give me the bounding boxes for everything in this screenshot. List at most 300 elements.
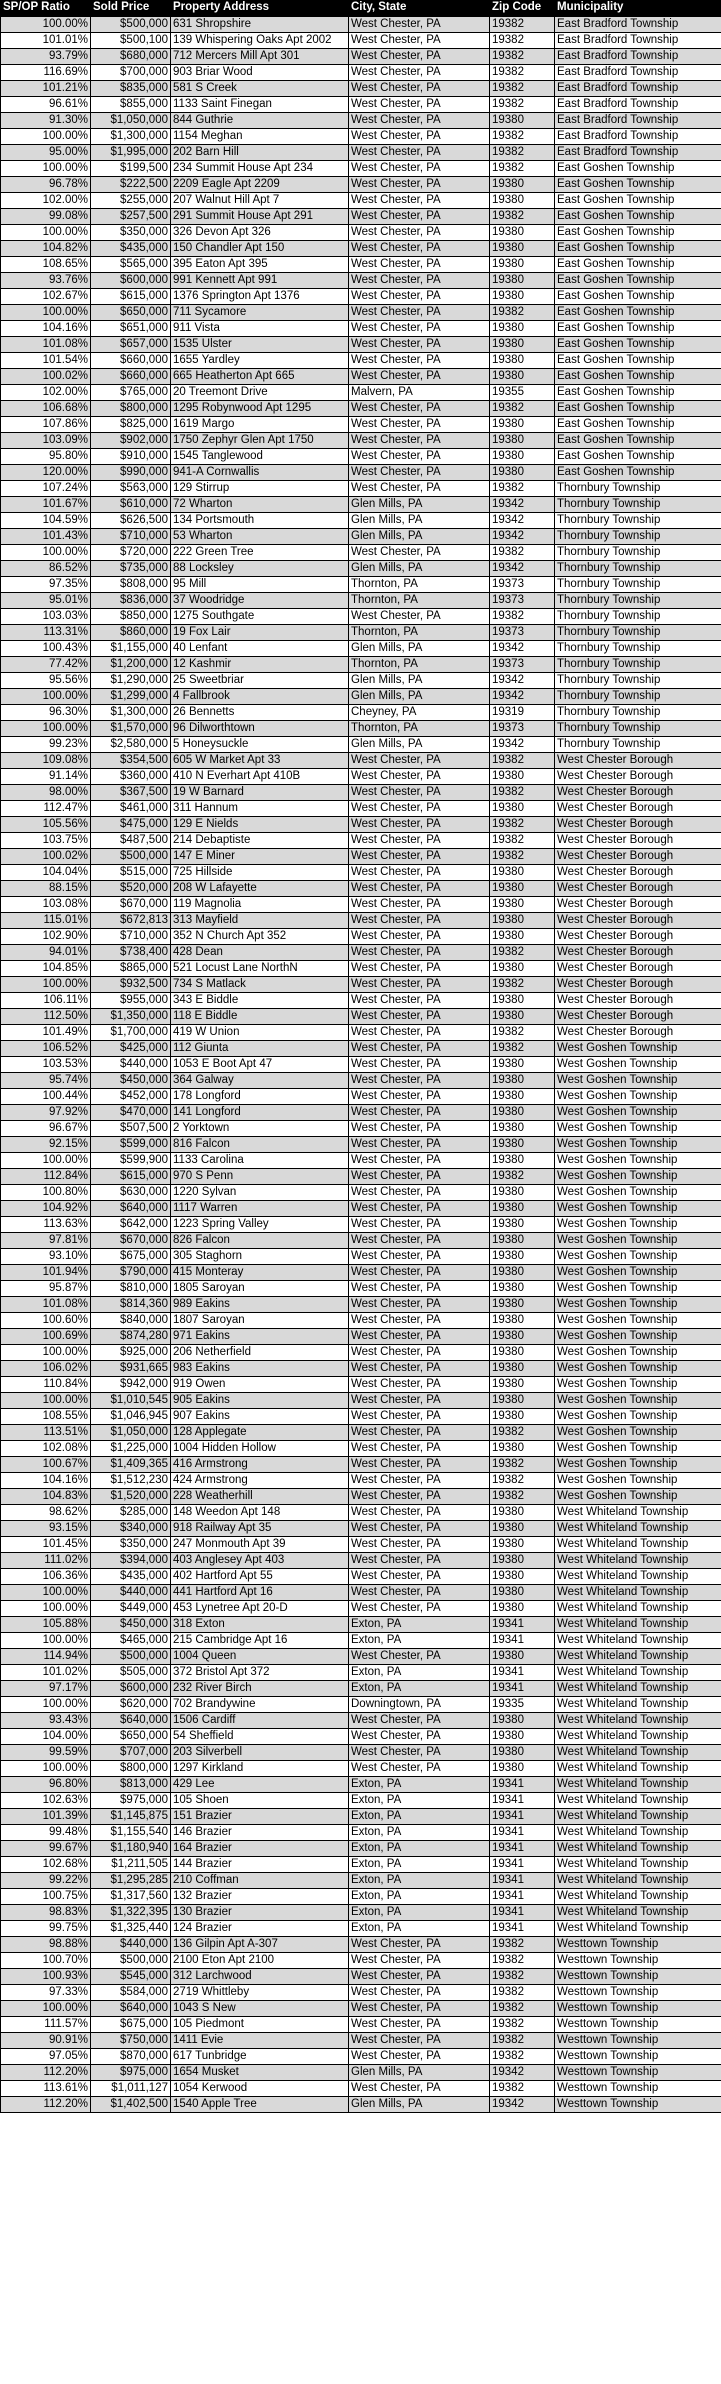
ratio-cell: 98.83% (1, 1904, 91, 1920)
city-state-cell: West Chester, PA (349, 96, 490, 112)
table-row (1, 560, 721, 576)
address-cell: 96 Dilworthtown (171, 720, 349, 736)
address-cell: 1655 Yardley (171, 352, 349, 368)
address-cell: 178 Longford (171, 1088, 349, 1104)
zip-cell: 19380 (490, 864, 555, 880)
address-cell: 247 Monmouth Apt 39 (171, 1536, 349, 1552)
address-cell: 712 Mercers Mill Apt 301 (171, 48, 349, 64)
zip-cell: 19342 (490, 2096, 555, 2112)
zip-cell: 19380 (490, 1648, 555, 1664)
ratio-cell: 104.16% (1, 1472, 91, 1488)
address-cell: 1004 Hidden Hollow (171, 1440, 349, 1456)
city-state-cell: Glen Mills, PA (349, 2064, 490, 2080)
sold-price-cell: $1,325,440 (91, 1920, 171, 1936)
zip-cell: 19382 (490, 1424, 555, 1440)
zip-cell: 19380 (490, 896, 555, 912)
address-cell: 1506 Cardiff (171, 1712, 349, 1728)
city-state-cell: West Chester, PA (349, 2000, 490, 2016)
address-cell: 907 Eakins (171, 1408, 349, 1424)
ratio-cell: 109.08% (1, 752, 91, 768)
zip-cell: 19380 (490, 992, 555, 1008)
city-state-cell: West Chester, PA (349, 1312, 490, 1328)
municipality-cell: East Bradford Township (555, 112, 721, 128)
sold-price-cell: $975,000 (91, 2064, 171, 2080)
sold-price-cell: $507,500 (91, 1120, 171, 1136)
sold-price-cell: $710,000 (91, 528, 171, 544)
address-cell: 2209 Eagle Apt 2209 (171, 176, 349, 192)
city-state-cell: West Chester, PA (349, 1024, 490, 1040)
city-state-cell: West Chester, PA (349, 1056, 490, 1072)
address-cell: 1043 S New (171, 2000, 349, 2016)
table-row (1, 1296, 721, 1312)
ratio-cell: 104.83% (1, 1488, 91, 1504)
zip-cell: 19342 (490, 2064, 555, 2080)
table-row (1, 192, 721, 208)
ratio-cell: 101.67% (1, 496, 91, 512)
municipality-cell: West Chester Borough (555, 784, 721, 800)
zip-cell: 19341 (490, 1824, 555, 1840)
sold-price-cell: $1,299,000 (91, 688, 171, 704)
header-ratio: SP/OP Ratio (1, 0, 91, 16)
table-row (1, 1520, 721, 1536)
table-row (1, 480, 721, 496)
ratio-cell: 108.65% (1, 256, 91, 272)
zip-cell: 19380 (490, 112, 555, 128)
city-state-cell: West Chester, PA (349, 464, 490, 480)
zip-cell: 19382 (490, 832, 555, 848)
municipality-cell: East Goshen Township (555, 384, 721, 400)
address-cell: 130 Brazier (171, 1904, 349, 1920)
sold-price-cell: $285,000 (91, 1504, 171, 1520)
sold-price-cell: $565,000 (91, 256, 171, 272)
city-state-cell: West Chester, PA (349, 1728, 490, 1744)
sold-price-cell: $449,000 (91, 1600, 171, 1616)
table-row (1, 704, 721, 720)
municipality-cell: Westtown Township (555, 1968, 721, 1984)
municipality-cell: East Goshen Township (555, 368, 721, 384)
city-state-cell: West Chester, PA (349, 1344, 490, 1360)
city-state-cell: West Chester, PA (349, 2048, 490, 2064)
sold-price-cell: $1,225,000 (91, 1440, 171, 1456)
city-state-cell: West Chester, PA (349, 1472, 490, 1488)
address-cell: 1054 Kerwood (171, 2080, 349, 2096)
zip-cell: 19341 (490, 1664, 555, 1680)
zip-cell: 19380 (490, 1328, 555, 1344)
municipality-cell: West Whiteland Township (555, 1504, 721, 1520)
table-row (1, 544, 721, 560)
city-state-cell: West Chester, PA (349, 1504, 490, 1520)
sold-price-cell: $675,000 (91, 1248, 171, 1264)
ratio-cell: 115.01% (1, 912, 91, 928)
zip-cell: 19382 (490, 1936, 555, 1952)
table-row (1, 112, 721, 128)
table-row (1, 960, 721, 976)
ratio-cell: 99.22% (1, 1872, 91, 1888)
ratio-cell: 102.08% (1, 1440, 91, 1456)
header-municipality: Municipality (555, 0, 721, 16)
sold-price-cell: $1,211,505 (91, 1856, 171, 1872)
sold-price-cell: $735,000 (91, 560, 171, 576)
sold-price-cell: $1,512,230 (91, 1472, 171, 1488)
ratio-cell: 100.00% (1, 2000, 91, 2016)
sold-price-cell: $710,000 (91, 928, 171, 944)
table-row (1, 368, 721, 384)
municipality-cell: East Goshen Township (555, 336, 721, 352)
municipality-cell: West Goshen Township (555, 1136, 721, 1152)
address-cell: 1133 Carolina (171, 1152, 349, 1168)
city-state-cell: Exton, PA (349, 1776, 490, 1792)
zip-cell: 19382 (490, 480, 555, 496)
ratio-cell: 100.00% (1, 976, 91, 992)
zip-cell: 19341 (490, 1776, 555, 1792)
municipality-cell: East Goshen Township (555, 448, 721, 464)
municipality-cell: West Whiteland Township (555, 1712, 721, 1728)
address-cell: 911 Vista (171, 320, 349, 336)
header-city-state: City, State (349, 0, 490, 16)
city-state-cell: West Chester, PA (349, 416, 490, 432)
sold-price-cell: $651,000 (91, 320, 171, 336)
ratio-cell: 101.21% (1, 80, 91, 96)
zip-cell: 19380 (490, 1712, 555, 1728)
zip-cell: 19380 (490, 768, 555, 784)
ratio-cell: 107.86% (1, 416, 91, 432)
sold-price-cell: $910,000 (91, 448, 171, 464)
ratio-cell: 100.00% (1, 1344, 91, 1360)
ratio-cell: 112.84% (1, 1168, 91, 1184)
municipality-cell: West Goshen Township (555, 1072, 721, 1088)
zip-cell: 19380 (490, 1536, 555, 1552)
zip-cell: 19380 (490, 416, 555, 432)
municipality-cell: Westtown Township (555, 1952, 721, 1968)
sold-price-cell: $1,290,000 (91, 672, 171, 688)
sold-price-cell: $814,360 (91, 1296, 171, 1312)
ratio-cell: 101.08% (1, 336, 91, 352)
city-state-cell: Exton, PA (349, 1824, 490, 1840)
city-state-cell: West Chester, PA (349, 1120, 490, 1136)
zip-cell: 19380 (490, 352, 555, 368)
address-cell: 232 River Birch (171, 1680, 349, 1696)
municipality-cell: West Goshen Township (555, 1248, 721, 1264)
city-state-cell: Glen Mills, PA (349, 672, 490, 688)
sold-price-cell: $461,000 (91, 800, 171, 816)
municipality-cell: West Whiteland Township (555, 1552, 721, 1568)
ratio-cell: 99.48% (1, 1824, 91, 1840)
zip-cell: 19373 (490, 720, 555, 736)
table-row (1, 944, 721, 960)
address-cell: 20 Treemont Drive (171, 384, 349, 400)
table-row (1, 1648, 721, 1664)
municipality-cell: West Goshen Township (555, 1120, 721, 1136)
sold-price-cell: $1,317,560 (91, 1888, 171, 1904)
municipality-cell: West Whiteland Township (555, 1632, 721, 1648)
municipality-cell: Westtown Township (555, 1936, 721, 1952)
municipality-cell: West Goshen Township (555, 1456, 721, 1472)
zip-cell: 19382 (490, 208, 555, 224)
municipality-cell: Thornbury Township (555, 480, 721, 496)
municipality-cell: West Chester Borough (555, 928, 721, 944)
table-row (1, 256, 721, 272)
zip-cell: 19382 (490, 400, 555, 416)
address-cell: 105 Piedmont (171, 2016, 349, 2032)
ratio-cell: 101.39% (1, 1808, 91, 1824)
zip-cell: 19341 (490, 1840, 555, 1856)
zip-cell: 19382 (490, 784, 555, 800)
city-state-cell: West Chester, PA (349, 784, 490, 800)
table-row (1, 1072, 721, 1088)
zip-cell: 19382 (490, 2000, 555, 2016)
address-cell: 1540 Apple Tree (171, 2096, 349, 2112)
address-cell: 148 Weedon Apt 148 (171, 1504, 349, 1520)
city-state-cell: Exton, PA (349, 1616, 490, 1632)
zip-cell: 19380 (490, 1312, 555, 1328)
table-row (1, 1984, 721, 2000)
ratio-cell: 100.00% (1, 544, 91, 560)
municipality-cell: West Chester Borough (555, 832, 721, 848)
municipality-cell: West Whiteland Township (555, 1520, 721, 1536)
municipality-cell: West Goshen Township (555, 1232, 721, 1248)
table-row (1, 80, 721, 96)
ratio-cell: 103.09% (1, 432, 91, 448)
address-cell: 215 Cambridge Apt 16 (171, 1632, 349, 1648)
zip-cell: 19380 (490, 1088, 555, 1104)
address-cell: 164 Brazier (171, 1840, 349, 1856)
ratio-cell: 99.23% (1, 736, 91, 752)
table-row (1, 1472, 721, 1488)
address-cell: 826 Falcon (171, 1232, 349, 1248)
city-state-cell: West Chester, PA (349, 432, 490, 448)
sold-price-cell: $1,700,000 (91, 1024, 171, 1040)
municipality-cell: East Bradford Township (555, 16, 721, 32)
zip-cell: 19341 (490, 1632, 555, 1648)
table-row (1, 1664, 721, 1680)
table-row (1, 416, 721, 432)
city-state-cell: West Chester, PA (349, 1584, 490, 1600)
municipality-cell: Thornbury Township (555, 496, 721, 512)
municipality-cell: West Whiteland Township (555, 1888, 721, 1904)
table-row (1, 2064, 721, 2080)
city-state-cell: Exton, PA (349, 1632, 490, 1648)
municipality-cell: West Goshen Township (555, 1408, 721, 1424)
sold-price-cell: $600,000 (91, 1680, 171, 1696)
address-cell: 419 W Union (171, 1024, 349, 1040)
city-state-cell: Exton, PA (349, 1872, 490, 1888)
zip-cell: 19382 (490, 48, 555, 64)
city-state-cell: Malvern, PA (349, 384, 490, 400)
ratio-cell: 110.84% (1, 1376, 91, 1392)
address-cell: 234 Summit House Apt 234 (171, 160, 349, 176)
address-cell: 124 Brazier (171, 1920, 349, 1936)
zip-cell: 19382 (490, 1024, 555, 1040)
ratio-cell: 106.02% (1, 1360, 91, 1376)
table-row (1, 352, 721, 368)
ratio-cell: 95.00% (1, 144, 91, 160)
sold-price-cell: $520,000 (91, 880, 171, 896)
ratio-cell: 93.76% (1, 272, 91, 288)
table-row (1, 1888, 721, 1904)
zip-cell: 19342 (490, 736, 555, 752)
address-cell: 1805 Saroyan (171, 1280, 349, 1296)
ratio-cell: 100.93% (1, 1968, 91, 1984)
city-state-cell: West Chester, PA (349, 1984, 490, 2000)
table-row (1, 1312, 721, 1328)
city-state-cell: West Chester, PA (349, 128, 490, 144)
table-row (1, 1552, 721, 1568)
municipality-cell: Thornbury Township (555, 704, 721, 720)
table-row (1, 448, 721, 464)
municipality-cell: West Goshen Township (555, 1472, 721, 1488)
sold-price-cell: $790,000 (91, 1264, 171, 1280)
address-cell: 1117 Warren (171, 1200, 349, 1216)
ratio-cell: 100.67% (1, 1456, 91, 1472)
ratio-cell: 97.92% (1, 1104, 91, 1120)
ratio-cell: 98.00% (1, 784, 91, 800)
table-row (1, 1264, 721, 1280)
sold-price-cell: $874,280 (91, 1328, 171, 1344)
municipality-cell: West Whiteland Township (555, 1776, 721, 1792)
city-state-cell: West Chester, PA (349, 544, 490, 560)
zip-cell: 19380 (490, 1104, 555, 1120)
city-state-cell: West Chester, PA (349, 1456, 490, 1472)
sold-price-cell: $931,665 (91, 1360, 171, 1376)
city-state-cell: West Chester, PA (349, 1712, 490, 1728)
municipality-cell: West Whiteland Township (555, 1904, 721, 1920)
zip-cell: 19380 (490, 176, 555, 192)
city-state-cell: West Chester, PA (349, 400, 490, 416)
city-state-cell: West Chester, PA (349, 864, 490, 880)
municipality-cell: East Goshen Township (555, 208, 721, 224)
address-cell: 112 Giunta (171, 1040, 349, 1056)
table-row (1, 1600, 721, 1616)
zip-cell: 19335 (490, 1696, 555, 1712)
city-state-cell: West Chester, PA (349, 1552, 490, 1568)
zip-cell: 19382 (490, 1472, 555, 1488)
ratio-cell: 101.02% (1, 1664, 91, 1680)
sold-price-cell: $865,000 (91, 960, 171, 976)
zip-cell: 19382 (490, 16, 555, 32)
municipality-cell: East Goshen Township (555, 464, 721, 480)
table-row (1, 1360, 721, 1376)
table-row (1, 2048, 721, 2064)
address-cell: 12 Kashmir (171, 656, 349, 672)
municipality-cell: West Whiteland Township (555, 1872, 721, 1888)
table-row (1, 1120, 721, 1136)
city-state-cell: West Chester, PA (349, 256, 490, 272)
city-state-cell: West Chester, PA (349, 1184, 490, 1200)
ratio-cell: 91.14% (1, 768, 91, 784)
ratio-cell: 111.02% (1, 1552, 91, 1568)
city-state-cell: West Chester, PA (349, 304, 490, 320)
ratio-cell: 102.00% (1, 192, 91, 208)
address-cell: 702 Brandywine (171, 1696, 349, 1712)
address-cell: 214 Debaptiste (171, 832, 349, 848)
table-row (1, 1696, 721, 1712)
municipality-cell: East Goshen Township (555, 400, 721, 416)
sold-price-cell: $500,000 (91, 1952, 171, 1968)
table-row (1, 96, 721, 112)
municipality-cell: East Goshen Township (555, 272, 721, 288)
address-cell: 105 Shoen (171, 1792, 349, 1808)
ratio-cell: 104.00% (1, 1728, 91, 1744)
table-row (1, 752, 721, 768)
address-cell: 903 Briar Wood (171, 64, 349, 80)
city-state-cell: West Chester, PA (349, 1440, 490, 1456)
sold-price-cell: $1,046,945 (91, 1408, 171, 1424)
city-state-cell: West Chester, PA (349, 208, 490, 224)
city-state-cell: West Chester, PA (349, 320, 490, 336)
municipality-cell: East Goshen Township (555, 224, 721, 240)
zip-cell: 19380 (490, 192, 555, 208)
city-state-cell: West Chester, PA (349, 1536, 490, 1552)
address-cell: 665 Heatherton Apt 665 (171, 368, 349, 384)
municipality-cell: West Whiteland Township (555, 1792, 721, 1808)
table-row (1, 16, 721, 32)
table-row (1, 592, 721, 608)
municipality-cell: East Goshen Township (555, 192, 721, 208)
ratio-cell: 99.59% (1, 1744, 91, 1760)
zip-cell: 19382 (490, 304, 555, 320)
sold-price-cell: $470,000 (91, 1104, 171, 1120)
address-cell: 25 Sweetbriar (171, 672, 349, 688)
table-row (1, 1536, 721, 1552)
municipality-cell: West Whiteland Township (555, 1648, 721, 1664)
zip-cell: 19380 (490, 320, 555, 336)
city-state-cell: West Chester, PA (349, 800, 490, 816)
municipality-cell: West Goshen Township (555, 1344, 721, 1360)
address-cell: 424 Armstrong (171, 1472, 349, 1488)
sold-price-cell: $765,000 (91, 384, 171, 400)
ratio-cell: 95.87% (1, 1280, 91, 1296)
address-cell: 5 Honeysuckle (171, 736, 349, 752)
ratio-cell: 98.88% (1, 1936, 91, 1952)
table-row (1, 2080, 721, 2096)
city-state-cell: West Chester, PA (349, 608, 490, 624)
city-state-cell: West Chester, PA (349, 944, 490, 960)
table-row (1, 1792, 721, 1808)
ratio-cell: 100.02% (1, 368, 91, 384)
header-row (1, 0, 721, 16)
table-row (1, 224, 721, 240)
ratio-cell: 95.01% (1, 592, 91, 608)
table-row (1, 272, 721, 288)
table-row (1, 1408, 721, 1424)
city-state-cell: West Chester, PA (349, 1408, 490, 1424)
address-cell: 1807 Saroyan (171, 1312, 349, 1328)
sold-price-cell: $642,000 (91, 1216, 171, 1232)
municipality-cell: West Chester Borough (555, 992, 721, 1008)
zip-cell: 19382 (490, 816, 555, 832)
table-row (1, 1776, 721, 1792)
zip-cell: 19380 (490, 1360, 555, 1376)
address-cell: 919 Owen (171, 1376, 349, 1392)
sold-price-cell: $505,000 (91, 1664, 171, 1680)
address-cell: 210 Coffman (171, 1872, 349, 1888)
table-row (1, 928, 721, 944)
city-state-cell: West Chester, PA (349, 352, 490, 368)
city-state-cell: West Chester, PA (349, 1952, 490, 1968)
sold-price-cell: $1,155,000 (91, 640, 171, 656)
ratio-cell: 97.17% (1, 1680, 91, 1696)
municipality-cell: Westtown Township (555, 2096, 721, 2112)
ratio-cell: 100.69% (1, 1328, 91, 1344)
address-cell: 1654 Musket (171, 2064, 349, 2080)
ratio-cell: 104.82% (1, 240, 91, 256)
zip-cell: 19341 (490, 1856, 555, 1872)
table-row (1, 1840, 721, 1856)
ratio-cell: 101.49% (1, 1024, 91, 1040)
municipality-cell: West Goshen Township (555, 1328, 721, 1344)
city-state-cell: West Chester, PA (349, 1264, 490, 1280)
sold-price-cell: $599,900 (91, 1152, 171, 1168)
